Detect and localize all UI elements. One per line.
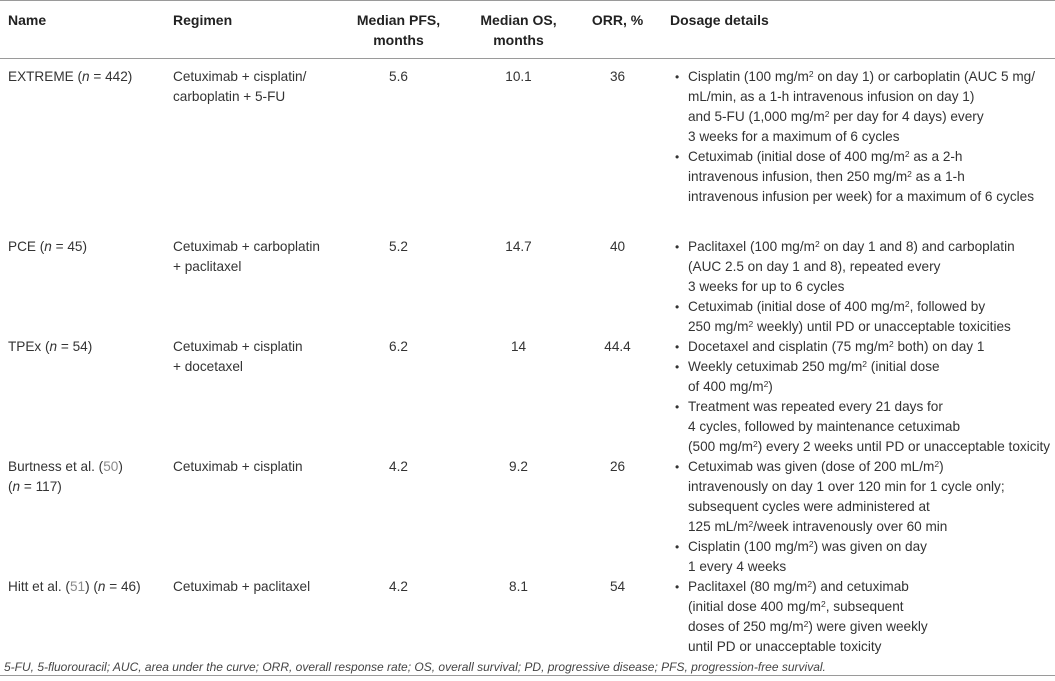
row-orr: 54 [609,579,626,594]
header-orr: ORR, % [591,12,644,28]
dosage-bullet: • Weekly cetuximab 250 $mg/m^2$ (initial dose of 400 $mg/m^2$) [675,359,940,394]
row-name: Burtness et al. (50) (n = 117) [8,459,123,494]
row-regimen: Cetuximab + cisplatin + docetaxel [173,339,303,374]
bullet-icon: • [675,150,680,164]
header-regimen: Regimen [173,12,233,28]
row-regimen: Cetuximab + carboplatin + paclitaxel [173,239,320,274]
row-median-os: 8.1 [509,579,528,594]
row-median-os: 10.1 [505,69,532,84]
bullet-icon: • [675,460,680,474]
dosage-bullet: • Cetuximab (initial dose of 400 $mg/m^2$ as a 2-h intravenous infusion, then 250 $mg/m^2$ as a 1-h intravenous infusion per week) for a maximum of 6 cycles [675,149,1035,204]
bullet-icon: • [675,540,680,554]
row-orr: 36 [609,69,626,84]
row-median-pfs: 6.2 [389,339,408,354]
table-header [0,1,1055,59]
row-name: EXTREME (n = 442) [8,69,133,84]
row-name: TPEx (n = 54) [8,339,93,354]
dosage-bullet: • Docetaxel and cisplatin (75 $mg/m^2$ both) on day 1 [670,337,1055,357]
row-dosage-details [658,237,1055,337]
header-name: Name [8,12,47,28]
table-row [0,457,1055,577]
bullet-icon: • [675,340,680,354]
table-row [0,337,1055,457]
row-regimen: Cetuximab + paclitaxel [173,579,311,594]
row-median-pfs: 5.2 [389,239,408,254]
row-median-pfs: 4.2 [389,579,408,594]
row-orr: 26 [609,459,626,474]
row-dosage-details [658,337,1055,457]
dosage-bullet: • Cetuximab (initial dose of 400 $mg/m^2$, followed by 250 $mg/m^2$ weekly) until PD or unacceptable toxicities [675,299,1011,334]
dosage-bullet: • Paclitaxel (80 $mg/m^2$) and cetuximab (initial dose 400 $mg/m^2$, subsequent doses of 250 $mg/m^2$) were given weekly until PD or unacceptable toxicity [675,579,928,654]
row-dosage-details [658,59,1055,238]
row-median-os: 9.2 [509,459,528,474]
header-dosage-details: Dosage details [670,12,769,28]
dosage-bullet: • Cisplatin (100 $mg/m^2$) was given on day 1 every 4 weeks [675,539,927,574]
bullet-icon: • [675,400,680,414]
row-orr: 44.4 [604,339,631,354]
table-footnote: 5-FU, 5-fluorouracil; AUC, area under the curve; ORR, overall response rate; OS, overall survival; PD, progressive disease; PFS, progression-free survival. [4,660,826,674]
dosage-bullet: • Cetuximab was given (dose of 200 $mL/m^2$) intravenously on day 1 over 120 min for 1 cycle only; subsequent cycles were administered at 125 $mL/m^2$/week intravenously over 60 min [675,459,1005,534]
bullet-icon: • [675,70,680,84]
dosage-bullet: • Cisplatin (100 $mg/m^2$ on day 1) or carboplatin (AUC 5 mg/ mL/min, as a 1-h intravenous infusion on day 1) and 5-FU (1,000 $mg/m^2$ per day for 4 days) every 3 weeks for a maximum of 6 cycles [675,69,1036,144]
row-name: Hitt et al. (51) (n = 46) [8,579,141,594]
row-median-os: 14.7 [505,239,532,254]
bullet-icon: • [675,360,680,374]
row-orr: 40 [609,239,626,254]
row-regimen: Cetuximab + cisplatin/ carboplatin + 5-FU [173,69,307,104]
dosage-bullet: • Treatment was repeated every 21 days for 4 cycles, followed by maintenance cetuximab (500 $mg/m^2$) every 2 weeks until PD or unacceptable toxicity [675,399,1051,454]
header-median-os: Median OS, months [480,12,557,48]
citation-link[interactable]: 51 [69,579,86,594]
row-name: PCE (n = 45) [8,239,87,254]
bullet-icon: • [675,580,680,594]
citation-link[interactable]: 50 [103,459,119,474]
row-regimen: Cetuximab + cisplatin [173,459,303,474]
row-dosage-details [658,457,1055,577]
table-row [0,59,1055,238]
header-median-pfs: Median PFS, months [356,12,441,48]
row-median-os: 14 [510,339,527,354]
row-median-pfs: 4.2 [389,459,408,474]
row-median-pfs: 5.6 [389,69,408,84]
dosage-bullet: • Paclitaxel (100 $mg/m^2$ on day 1 and 8) and carboplatin (AUC 2.5 on day 1 and 8), repeated every 3 weeks for up to 6 cycles [675,239,1015,294]
table-row [0,237,1055,337]
bullet-icon: • [675,300,680,314]
bullet-icon: • [675,240,680,254]
